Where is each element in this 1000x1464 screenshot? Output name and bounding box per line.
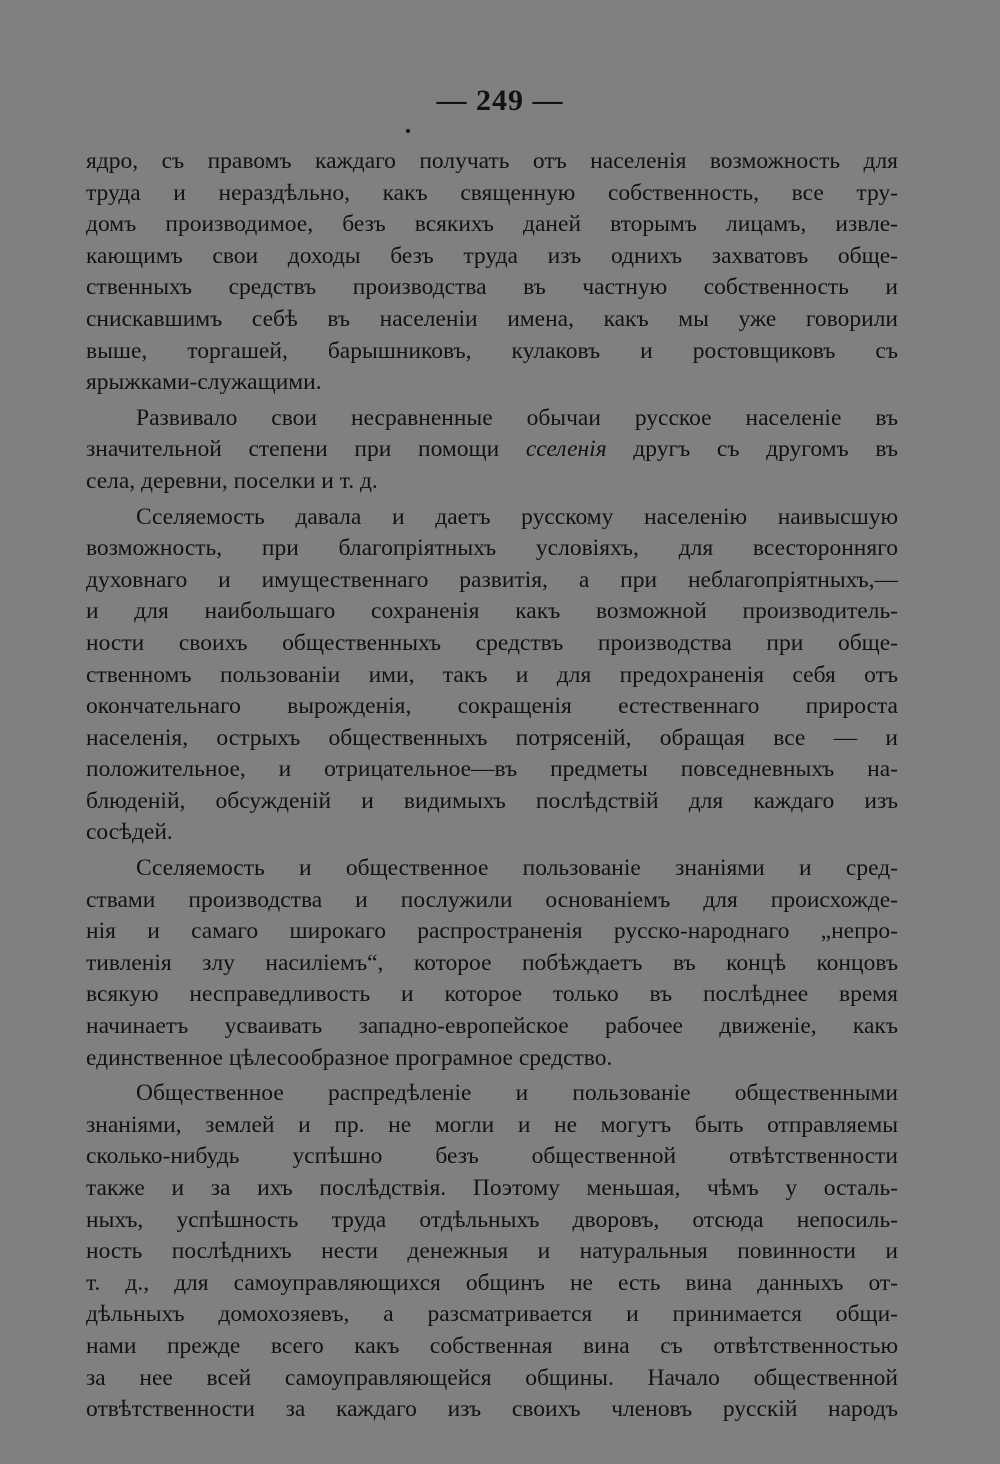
text-line: всякую несправедливость и которое только въ послѣднее время <box>86 981 898 1008</box>
text-line: за нее всей самоуправляющейся общины. Начало общественной <box>86 1364 898 1391</box>
text-line: также и за ихъ послѣдствія. Поэтому меньшая, чѣмъ у осталь- <box>86 1175 898 1201</box>
text-line: положительное, и отрицательное—въ предметы повседневныхъ на- <box>86 756 898 783</box>
text-line: ярыжками-служащими. <box>86 369 322 396</box>
text-line: нія и самаго широкаго распространенія русско-народнаго „непро- <box>86 918 898 945</box>
text-line: ныхъ, успѣшность труда отдѣльныхъ дворовъ, отсюда непосиль- <box>86 1206 898 1233</box>
text-line: Развивало свои несравненные обычаи русское населеніе въ <box>136 404 898 431</box>
text-line: ности своихъ общественныхъ средствъ производства при обще- <box>86 629 898 656</box>
text-line: ственныхъ средствъ производства въ частную собственность и <box>86 274 898 301</box>
text-line: возможность, при благопріятныхъ условіяхъ, для всесторонняго <box>86 535 898 562</box>
text-line: Общественное распредѣленіе и пользованіе общественными <box>136 1080 898 1107</box>
text-line-with-italic <box>86 434 898 466</box>
text-line: ственномъ пользованіи ими, такъ и для предохраненія себя отъ <box>86 661 898 688</box>
text-line: кающимъ свои доходы безъ труда изъ однихъ захватовъ обще- <box>86 242 898 269</box>
text-segment: друг​ъ съ другомъ въ <box>633 436 899 463</box>
paragraph-3 <box>86 502 898 850</box>
text-line: начинаетъ усваивать западно-европейское рабочее движеніе, какъ <box>86 1013 898 1040</box>
text-line: выше, торгашей, барышниковъ, кулаковъ и ростовщиковъ съ <box>86 337 898 364</box>
text-line: тивленія злу насиліемъ“, которое побѣждаетъ въ концѣ концовъ <box>86 949 898 976</box>
text-line: окончательнаго вырожденія, сокращенія естественнаго прироста <box>86 693 898 720</box>
text-line: домъ производимое, безъ всякихъ даней вторымъ лицамъ, извле- <box>86 211 898 238</box>
page-body <box>86 146 898 1426</box>
text-line: духовнаго и имущественнаго развитія, а при неблагопріятныхъ,— <box>86 566 898 593</box>
text-line: дѣльныхъ домохозяевъ, а разсматривается и принимается общи- <box>86 1301 898 1328</box>
paragraph-5 <box>86 1078 898 1426</box>
page-number: — 249 — <box>436 84 564 117</box>
text-line: т. д., для самоуправляющихся общинъ не есть вина данныхъ от- <box>86 1269 898 1296</box>
text-line: ствами производства и послужили основаніемъ для происхожде- <box>86 886 898 913</box>
text-line: Сселяемость и общественное пользованіе знаніями и сред- <box>136 855 898 882</box>
text-line: единственное цѣлесообразное програмное средство. <box>86 1044 613 1071</box>
paragraph-2 <box>86 403 898 498</box>
italic-word: сселенія <box>525 436 607 463</box>
text-line: населенія, острыхъ общественныхъ потрясеній, обращая все — и <box>86 724 898 751</box>
text-line: Сселяемость давала и даетъ русскому населенію наивысшую <box>136 503 898 530</box>
text-line: снискавшимъ себѣ въ населеніи имена, какъ мы уже говорили <box>86 305 898 332</box>
text-line: ядро, съ правомъ каждаго получать отъ населенія возможность для <box>86 148 898 174</box>
print-speck <box>406 129 410 133</box>
paragraph-4 <box>86 853 898 1074</box>
text-segment: значительной степени при помощи <box>86 436 500 463</box>
text-line: сосѣдей. <box>86 819 173 846</box>
text-line: и для наибольшаго сохраненія какъ возможной производитель- <box>86 598 898 625</box>
text-line: знаніями, землей и пр. не могли и не могутъ быть отправляемы <box>86 1111 898 1138</box>
text-line: сколько-нибудь успѣшно безъ общественной отвѣтственности <box>86 1143 898 1170</box>
text-line: блюденій, обсужденій и видимыхъ послѣдствій для каждаго изъ <box>86 787 898 814</box>
text-line: отвѣтственности за каждаго изъ своихъ членовъ русскій народъ <box>86 1396 898 1423</box>
text-line: ность послѣднихъ нести денежныя и натуральныя повинности и <box>86 1238 898 1265</box>
paragraph-1 <box>86 146 898 399</box>
text-line: труда и нераздѣльно, какъ священную собственность, все тру- <box>86 179 898 206</box>
text-line: села, деревни, поселки и т. д. <box>86 467 378 494</box>
text-line: нами прежде всего какъ собственная вина съ отвѣтственностью <box>86 1332 898 1359</box>
